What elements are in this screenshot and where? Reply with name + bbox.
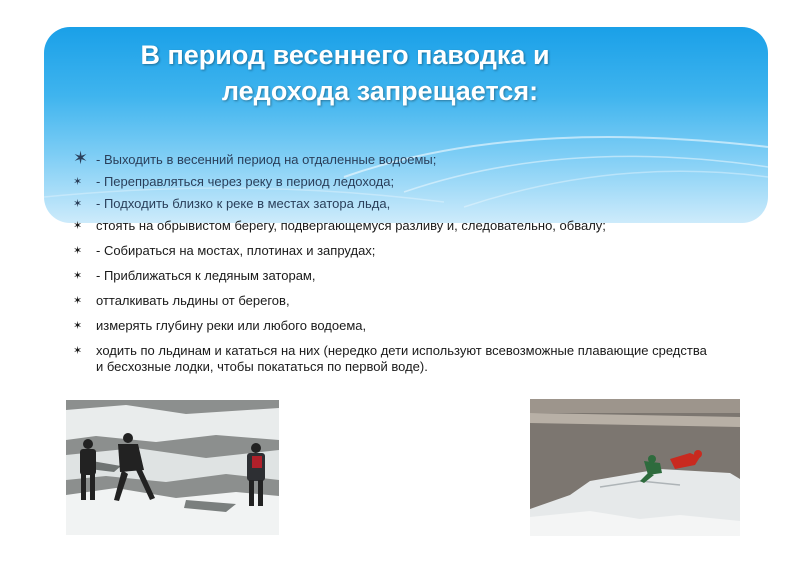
list-item: ✶ - Переправляться через реку в период ледохода;: [73, 174, 395, 189]
title-line-1: В период весеннего паводка и: [140, 40, 550, 70]
star-bullet-icon: ✶: [73, 320, 83, 332]
list-item: ✶ - Выходить в весенний период на отдаленные водоемы;: [73, 148, 437, 168]
list-item: ✶ измерять глубину реки или любого водоема,: [73, 318, 367, 333]
list-item: ✶ отталкивать льдины от берегов,: [73, 293, 290, 308]
list-item: ✶ - Собираться на мостах, плотинах и запрудах;: [73, 243, 376, 258]
list-item: ✶ - Подходить близко к реке в местах затора льда,: [73, 196, 391, 211]
list-item: ✶ ходить по льдинам и кататься на них (нередко дети используют всевозможные плавающие средства и бесхозные лодки, чтобы покататься по первой воде).: [73, 343, 707, 374]
star-bullet-icon: ✶: [73, 345, 83, 357]
star-bullet-icon: ✶: [73, 176, 83, 188]
star-bullet-icon: ✶: [73, 270, 83, 282]
slide-title: [0, 37, 800, 109]
list-item: ✶ стоять на обрывистом берегу, подвергающемуся разливу и, следовательно, обвалу;: [73, 218, 606, 233]
star-bullet-icon: ✶: [73, 198, 83, 210]
star-bullet-icon: ✶: [73, 295, 83, 307]
photo-child-on-ice: [530, 399, 740, 536]
star-bullet-icon: ✶: [73, 220, 83, 232]
photo-people-on-ice: [66, 400, 279, 535]
prohibitions-list: [70, 148, 710, 375]
title-line-2: ледохода запрещается:: [221, 76, 539, 106]
list-item: ✶ - Приближаться к ледяным заторам,: [73, 268, 316, 283]
star-bullet-icon: ✶: [73, 245, 83, 257]
star-bullet-icon: ✶: [73, 148, 89, 168]
